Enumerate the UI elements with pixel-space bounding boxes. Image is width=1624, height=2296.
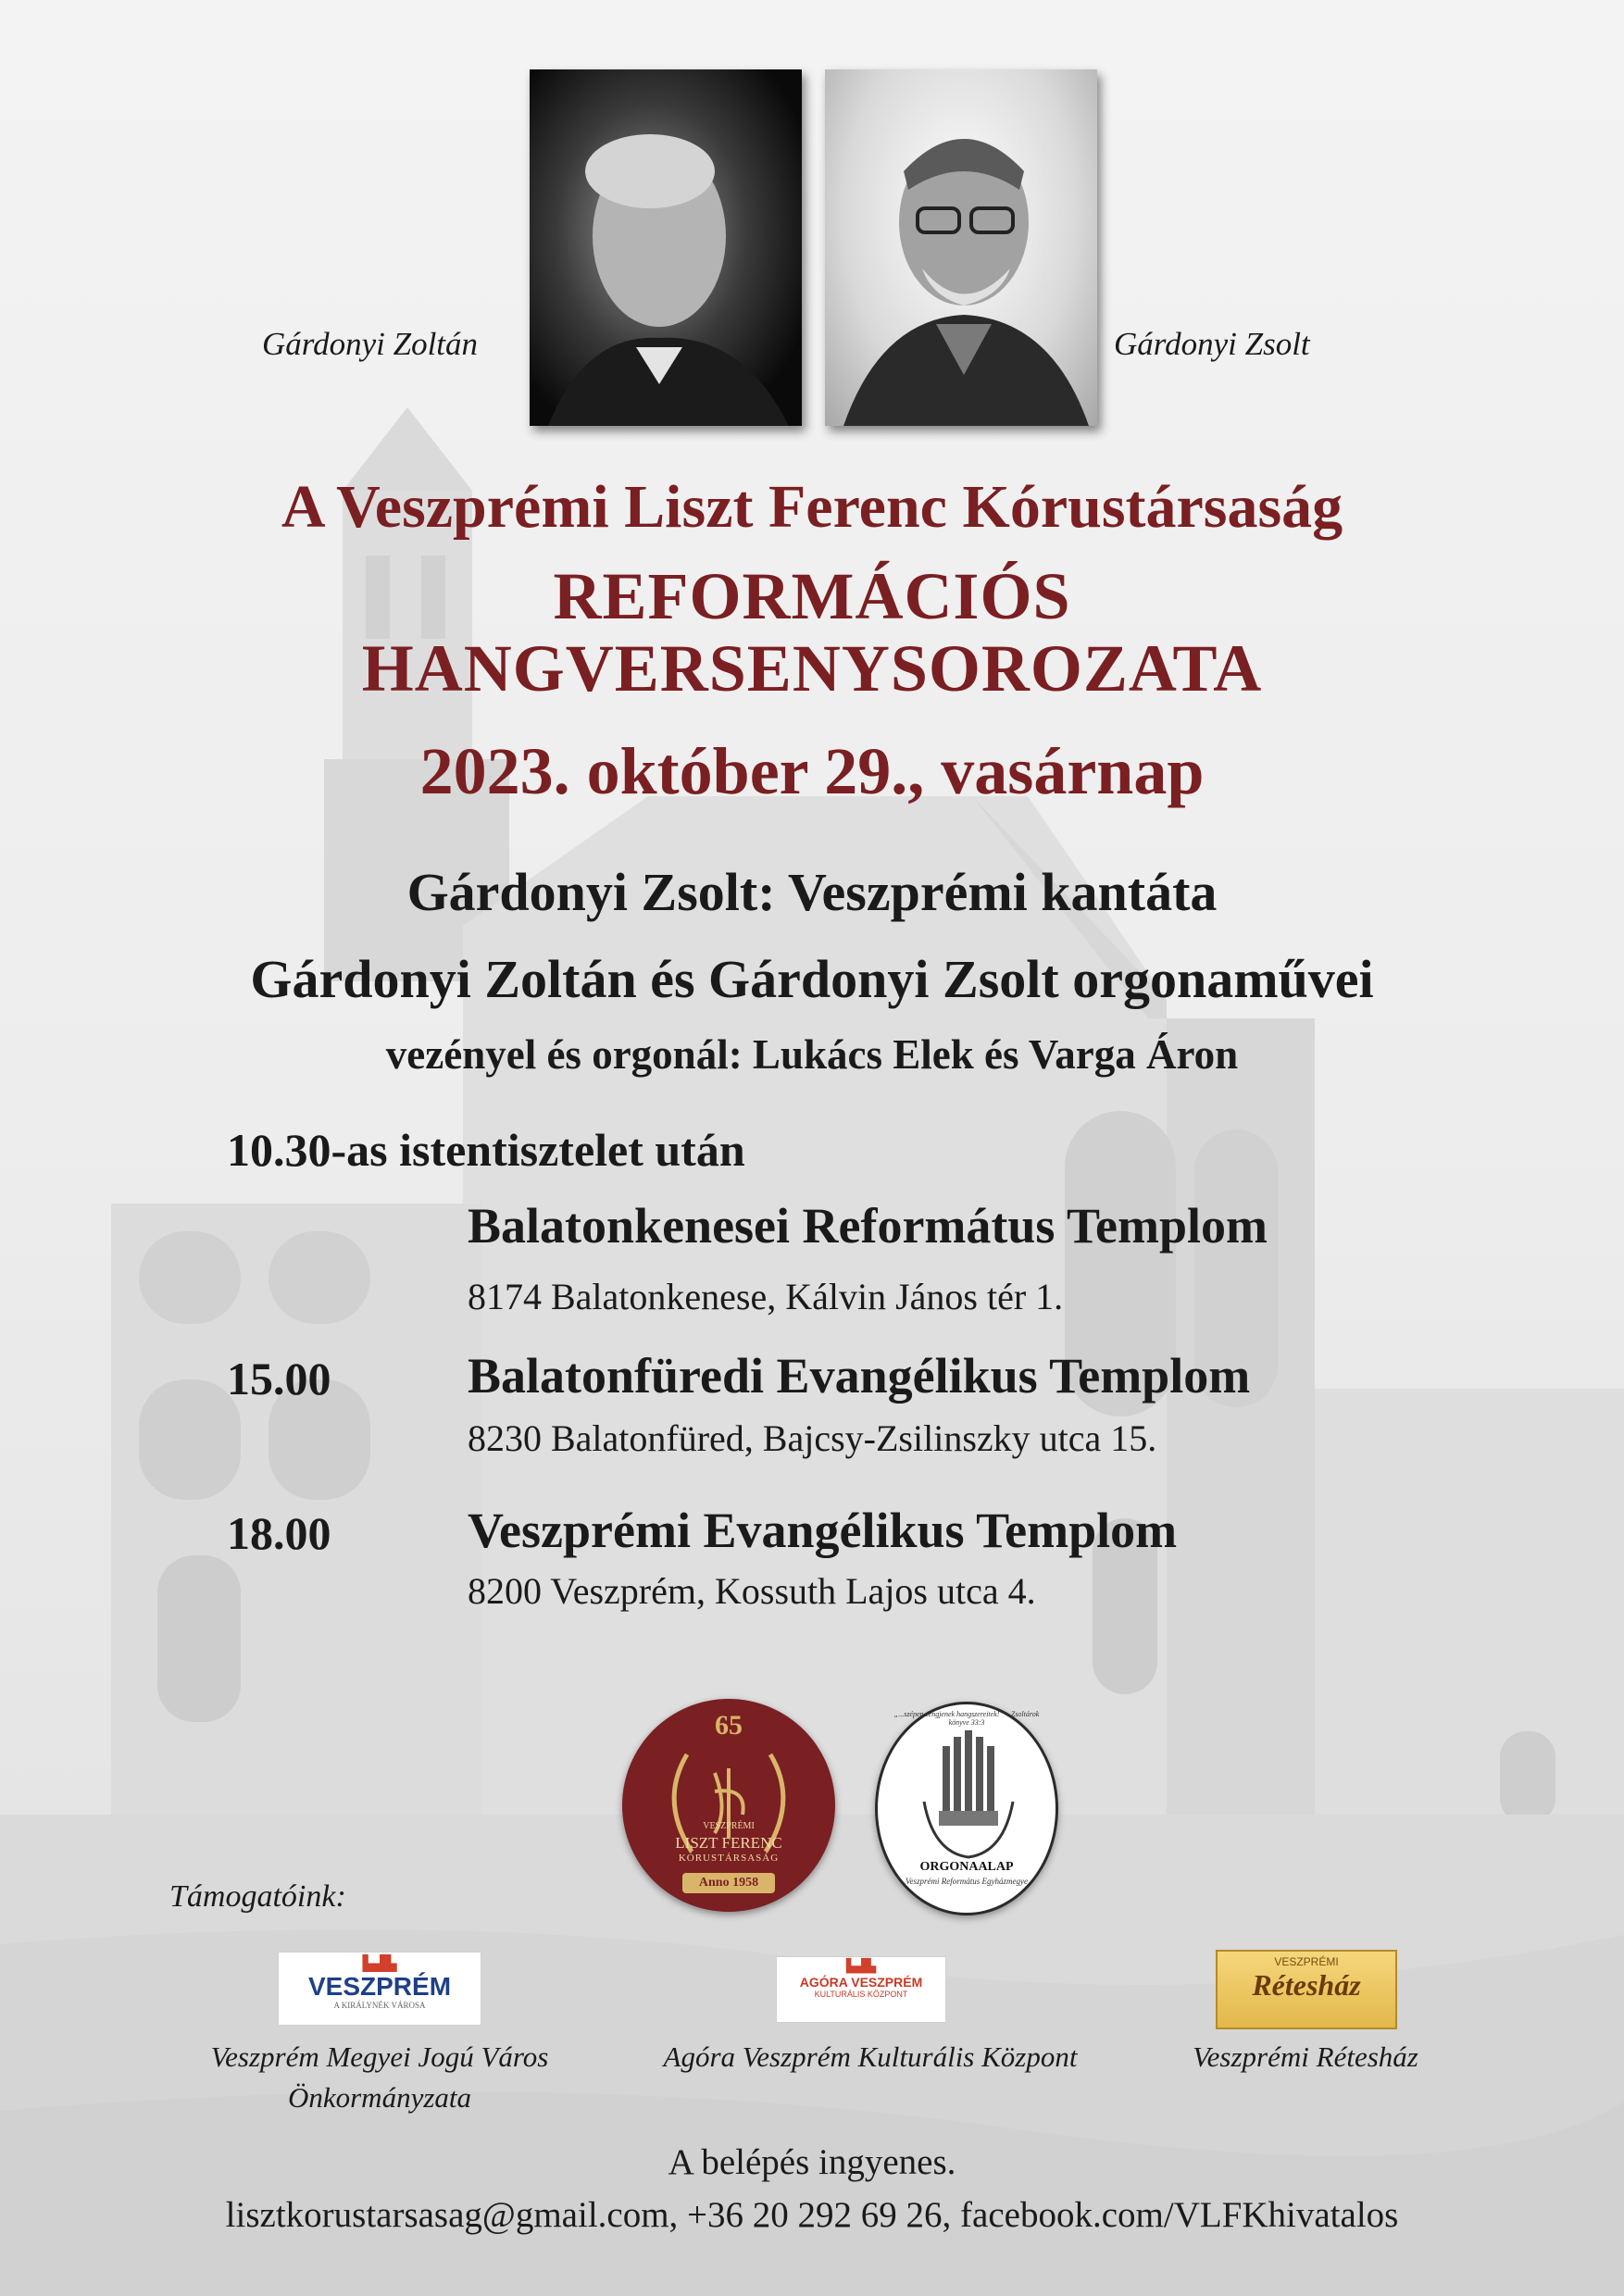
choir-logo-number: 65: [715, 1710, 743, 1741]
sponsor-veszprem-logo-text: VESZPRÉM: [307, 1972, 452, 2001]
portrait-elderly-man-image: [530, 69, 802, 426]
sponsor-reteshaz-logo-sub: VESZPRÉMI: [1274, 1955, 1339, 1968]
concert-3-venue: Veszprémi Evangélikus Templom: [468, 1503, 1178, 1558]
sponsor-veszprem-caption: [167, 2037, 593, 2118]
sponsor-reteshaz-logo-text: Rétesház: [1252, 1968, 1361, 2002]
sponsor-agora-logo-text: AGÓRA VESZPRÉM: [799, 1975, 923, 1990]
choir-65-anniversary-logo: [622, 1699, 835, 1912]
portrait-photo-gardonyi-zsolt: [825, 69, 1097, 426]
event-title-line2: HANGVERSENYSOROZATA: [361, 631, 1263, 705]
concert-2-time: 15.00: [227, 1353, 331, 1404]
program-line-3: vezényel és orgonál: Lukács Elek és Varga Áron: [385, 1031, 1239, 1078]
sponsor-agora-logo: [776, 1956, 946, 2023]
concert-1-address: 8174 Balatonkenese, Kálvin János tér 1.: [468, 1276, 1064, 1317]
concert-2-address: 8230 Balatonfüred, Bajcsy-Zsilinszky utca 15.: [468, 1417, 1157, 1459]
choir-logo-name: LISZT FERENC: [675, 1834, 782, 1852]
organ-fund-logo: [875, 1702, 1058, 1915]
choir-logo-name-2: KÓRUSTÁRSASÁG: [678, 1853, 780, 1864]
sponsors-label: Támogatóink:: [169, 1879, 346, 1914]
event-date: 2023. október 29., vasárnap: [419, 734, 1205, 808]
contact-line: lisztkorustarsasag@gmail.com, +36 20 292 69 26, facebook.com/VLFKhivatalos: [225, 2195, 1399, 2235]
portrait-photo-gardonyi-zoltan: [530, 69, 802, 426]
organ-logo-name: ORGONAALAP: [919, 1860, 1014, 1874]
organ-logo-ring-text: „...szépen zengjenek hangszereitek!” – Zsoltárok könyve 33:3: [893, 1710, 1040, 1727]
sponsor-veszprem-caption-line2: Önkormányzata: [287, 2081, 472, 2114]
choir-logo-small-text: VESZPRÉMI: [703, 1821, 755, 1831]
choir-logo-anno: Anno 1958: [682, 1873, 775, 1893]
sponsor-veszprem-logo: [278, 1952, 481, 2026]
sponsor-agora-caption: Agóra Veszprém Kulturális Központ: [663, 2040, 1078, 2073]
organizer-heading: A Veszprémi Liszt Ferenc Kórustársaság: [281, 473, 1343, 541]
sponsor-reteshaz-caption: Veszprémi Rétesház: [1193, 2040, 1418, 2073]
event-title-line1: REFORMÁCIÓS: [553, 559, 1071, 633]
concert-3-time: 18.00: [227, 1507, 331, 1559]
concert-1-venue: Balatonkenesei Református Templom: [468, 1198, 1268, 1254]
concert-2-venue: Balatonfüredi Evangélikus Templom: [468, 1348, 1251, 1404]
sponsor-agora-logo-sub: KULTURÁLIS KÖZPONT: [814, 1990, 908, 1999]
program-line-1: Gárdonyi Zsolt: Veszprémi kantáta: [406, 862, 1218, 922]
checkered-crown-icon-2: ▙▟▙: [845, 1960, 877, 1974]
checkered-crown-icon: ▙▟▙: [362, 1956, 397, 1972]
sponsor-veszprem-logo-sub: A KIRÁLYNÉK VÁROSA: [333, 2001, 426, 2010]
portrait-caption-right: Gárdonyi Zsolt: [1114, 326, 1310, 362]
event-title: [0, 560, 1624, 705]
portrait-caption-left: Gárdonyi Zoltán: [262, 326, 479, 362]
free-entry-note: A belépés ingyenes.: [668, 2142, 956, 2182]
program-line-2: Gárdonyi Zoltán és Gárdonyi Zsolt orgonaművei: [250, 949, 1374, 1009]
concert-3-address: 8200 Veszprém, Kossuth Lajos utca 4.: [468, 1570, 1036, 1612]
sponsor-reteshaz-logo: [1216, 1950, 1397, 2029]
sponsor-veszprem-caption-line1: Veszprém Megyei Jogú Város: [210, 2040, 549, 2073]
organ-logo-subtitle: Veszprémi Református Egyházmegye: [906, 1877, 1028, 1886]
portrait-man-with-glasses-image: [825, 69, 1097, 426]
concert-1-time: 10.30-as istentisztelet után: [227, 1124, 745, 1176]
